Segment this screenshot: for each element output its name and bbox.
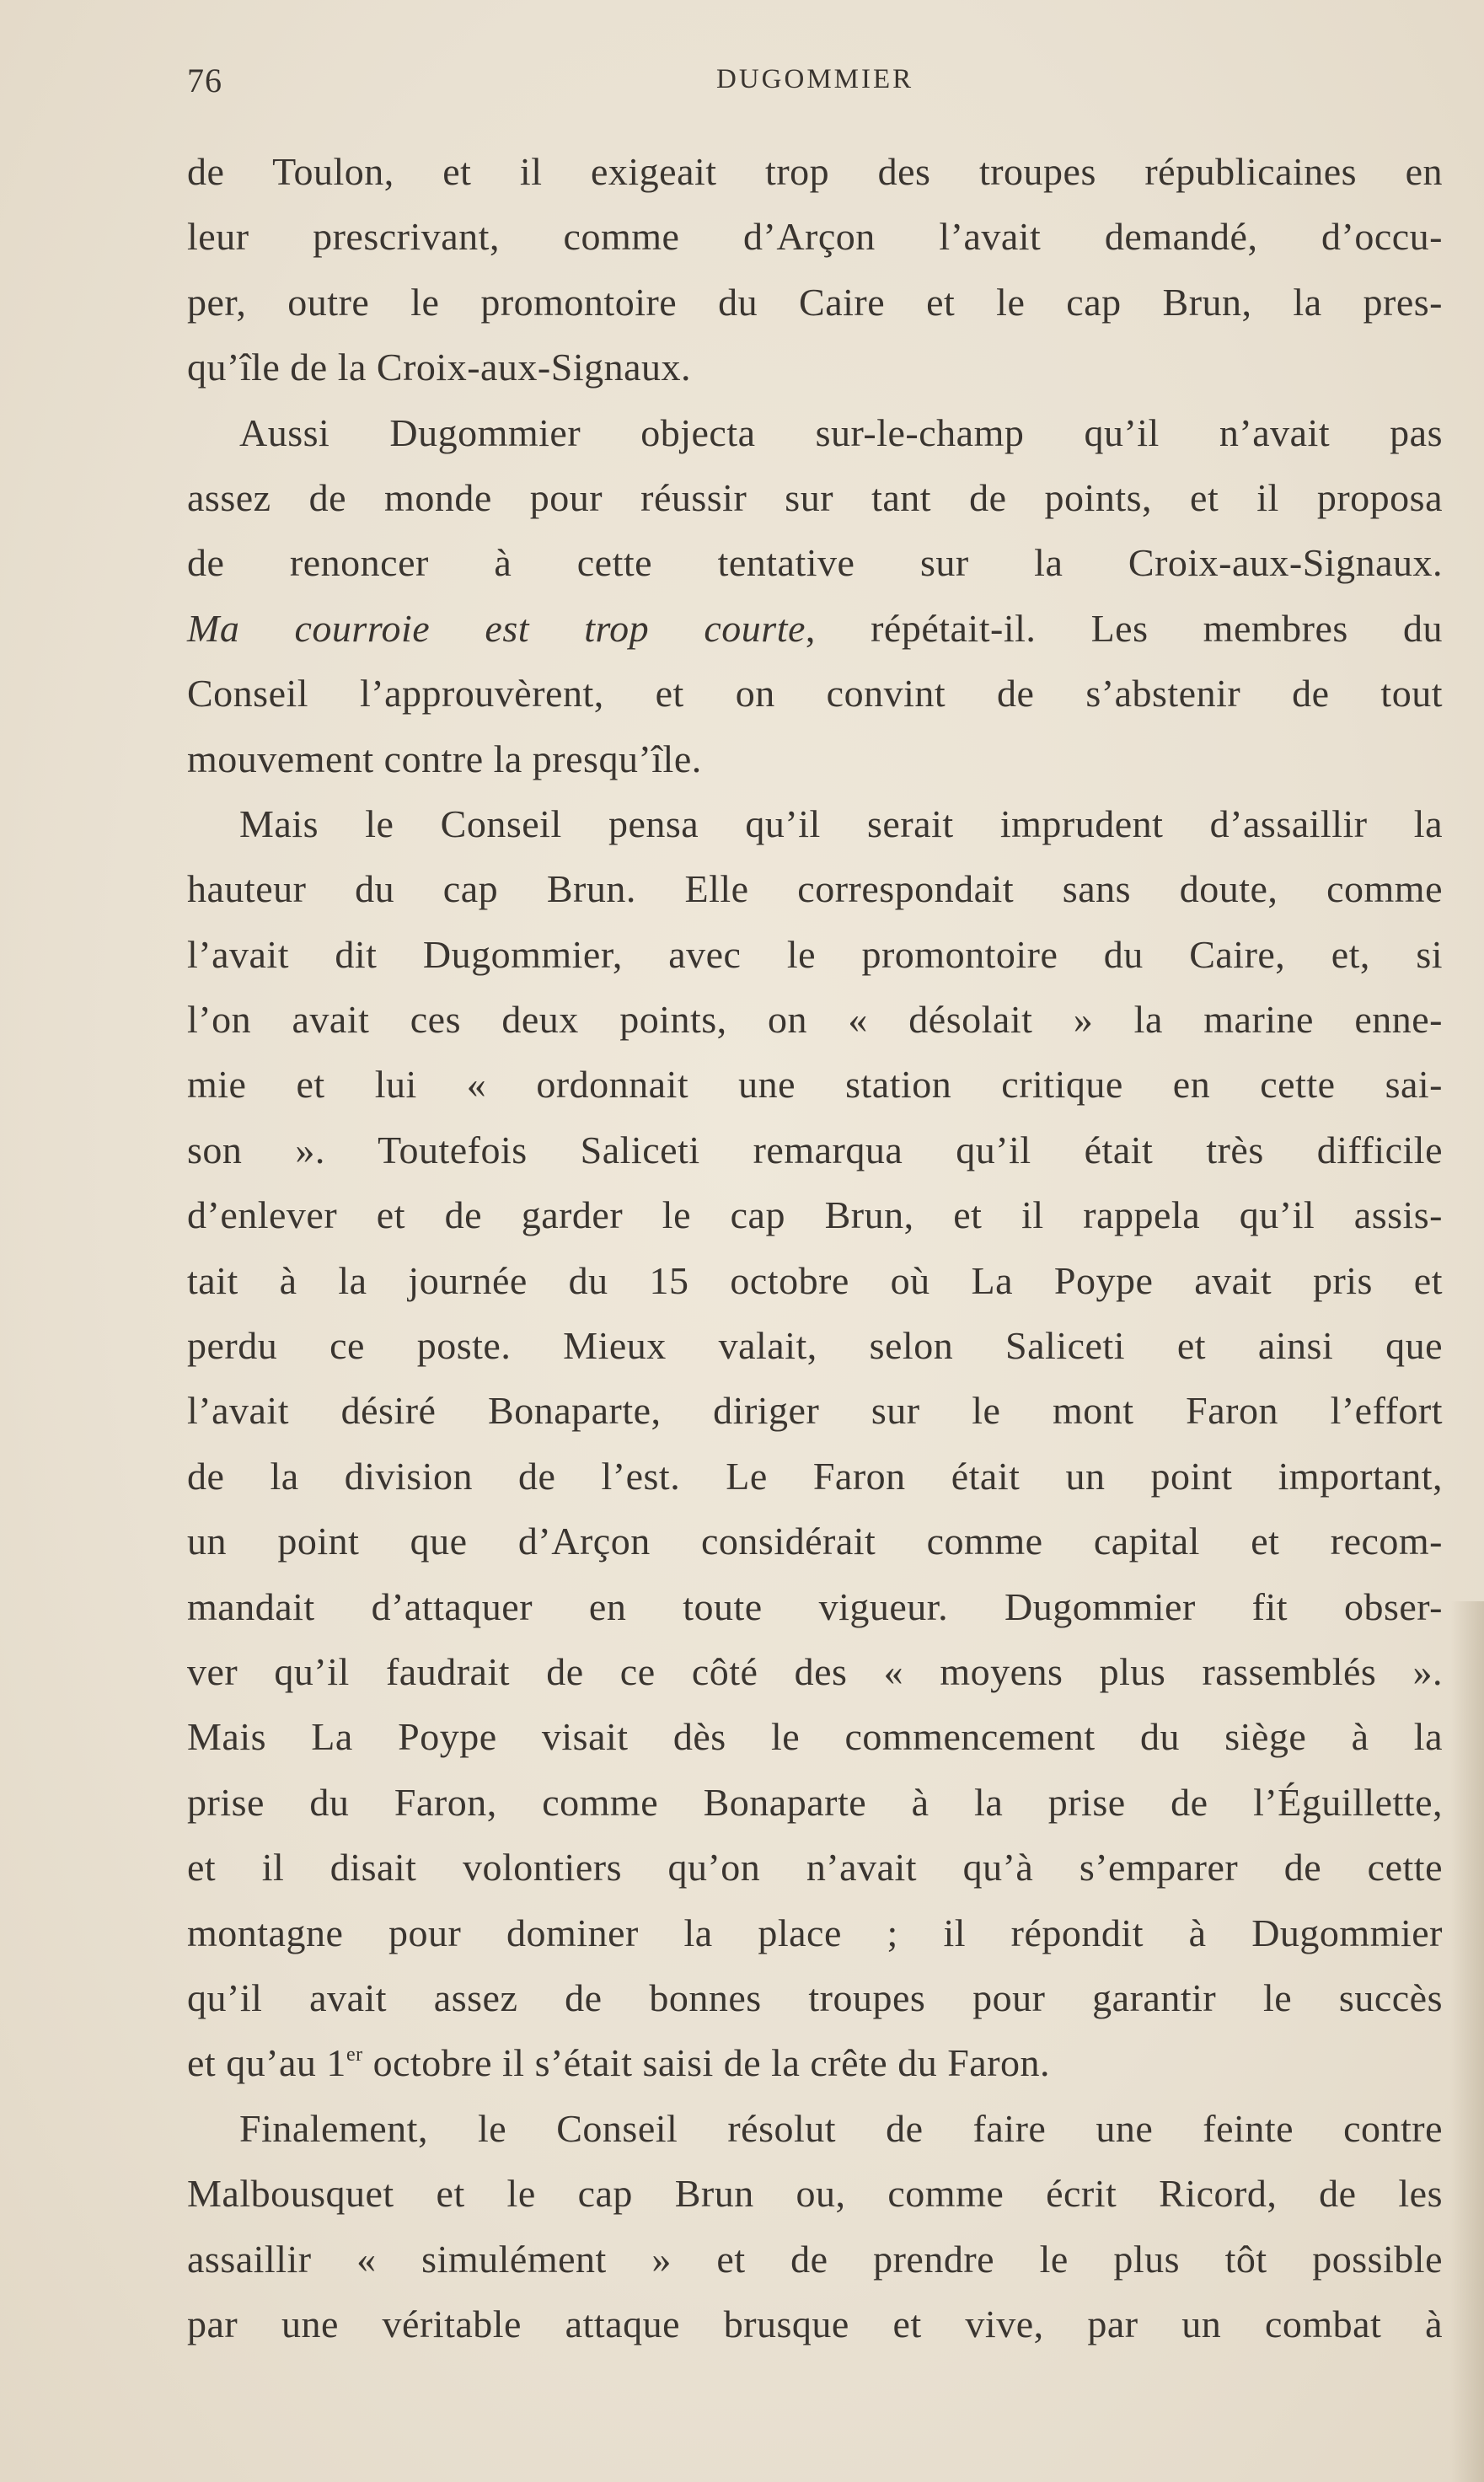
page-edge-shadow xyxy=(1450,1601,1484,2482)
text-line: et il disait volontiers qu’on n’avait qu’à s’emparer de cette xyxy=(187,1846,1443,1890)
running-head: DUGOMMIER xyxy=(716,64,914,94)
text-line: montagne pour dominer la place ; il répondit à Dugommier xyxy=(187,1911,1443,1954)
text-line: d’enlever et de garder le cap Brun, et il rappela qu’il assis- xyxy=(187,1193,1443,1237)
text-line: l’on avait ces deux points, on « désolait » la marine enne- xyxy=(187,998,1443,1042)
text-line: son ». Toutefois Saliceti remarqua qu’il était très difficile xyxy=(187,1128,1443,1171)
text-line: par une véritable attaque brusque et vive, par un combat à xyxy=(187,2302,1443,2345)
text-line: mie et lui « ordonnait une station critique en cette sai- xyxy=(187,1063,1443,1107)
text-line: l’avait dit Dugommier, avec le promontoire du Caire, et, si xyxy=(187,932,1443,976)
text-line: un point que d’Arçon considérait comme capital et recom- xyxy=(187,1520,1443,1563)
text-line: de Toulon, et il exigeait trop des troupes républicaines en xyxy=(187,150,1443,193)
text-line: l’avait désiré Bonaparte, diriger sur le mont Faron l’effort xyxy=(187,1389,1443,1433)
page-number: 76 xyxy=(187,62,222,99)
text-line: hauteur du cap Brun. Elle correspondait sans doute, comme xyxy=(187,867,1443,911)
ordinal-superscript: er xyxy=(346,2044,363,2067)
text-line: assez de monde pour réussir sur tant de points, et il proposa xyxy=(187,475,1443,519)
page-header xyxy=(187,61,1451,111)
text-line: mouvement contre la presqu’île. xyxy=(187,737,702,780)
text-span: , répétait-il. Les membres du xyxy=(805,606,1443,650)
text-line: Malbousquet et le cap Brun ou, comme écrit Ricord, de les xyxy=(187,2172,1443,2216)
text-line xyxy=(187,596,1443,661)
text-line: tait à la journée du 15 octobre où La Poype avait pris et xyxy=(187,1258,1443,1302)
paragraph-start-line: Finalement, le Conseil résolut de faire une feinte contre xyxy=(239,2106,1443,2150)
text-line: prise du Faron, comme Bonaparte à la prise de l’Éguillette, xyxy=(187,1780,1443,1824)
text-line: leur prescrivant, comme d’Arçon l’avait demandé, d’occu- xyxy=(187,215,1443,259)
text-line: qu’il avait assez de bonnes troupes pour garantir le succès xyxy=(187,1975,1443,2019)
paragraph-start-line: Aussi Dugommier objecta sur-le-champ qu’il n’avait pas xyxy=(239,410,1443,454)
text-line: de la division de l’est. Le Faron était un point important, xyxy=(187,1454,1443,1498)
text-span: octobre il s’était saisi de la crête du Faron. xyxy=(362,2041,1051,2085)
text-line: assaillir « simulément » et de prendre le plus tôt possible xyxy=(187,2237,1443,2281)
text-line: mandait d’attaquer en toute vigueur. Dugommier fit obser- xyxy=(187,1584,1443,1628)
text-span: et qu’au 1 xyxy=(187,2041,346,2085)
text-line: qu’île de la Croix-aux-Signaux. xyxy=(187,346,692,389)
text-line: per, outre le promontoire du Caire et le cap Brun, la pres- xyxy=(187,280,1443,324)
text-line: perdu ce poste. Mieux valait, selon Saliceti et ainsi que xyxy=(187,1324,1443,1368)
text-line: ver qu’il faudrait de ce côté des « moyens plus rassemblés ». xyxy=(187,1649,1443,1693)
italic-quote: Ma courroie est trop courte xyxy=(187,606,806,650)
text-line: de renoncer à cette tentative sur la Croix-aux-Signaux. xyxy=(187,541,1443,585)
text-line xyxy=(187,2030,1443,2095)
body-text xyxy=(187,139,1443,2356)
text-line: Mais La Poype visait dès le commencement du siège à la xyxy=(187,1715,1443,1759)
paragraph-start-line: Mais le Conseil pensa qu’il serait imprudent d’assaillir la xyxy=(239,801,1443,845)
text-line: Conseil l’approuvèrent, et on convint de s’abstenir de tout xyxy=(187,672,1443,716)
